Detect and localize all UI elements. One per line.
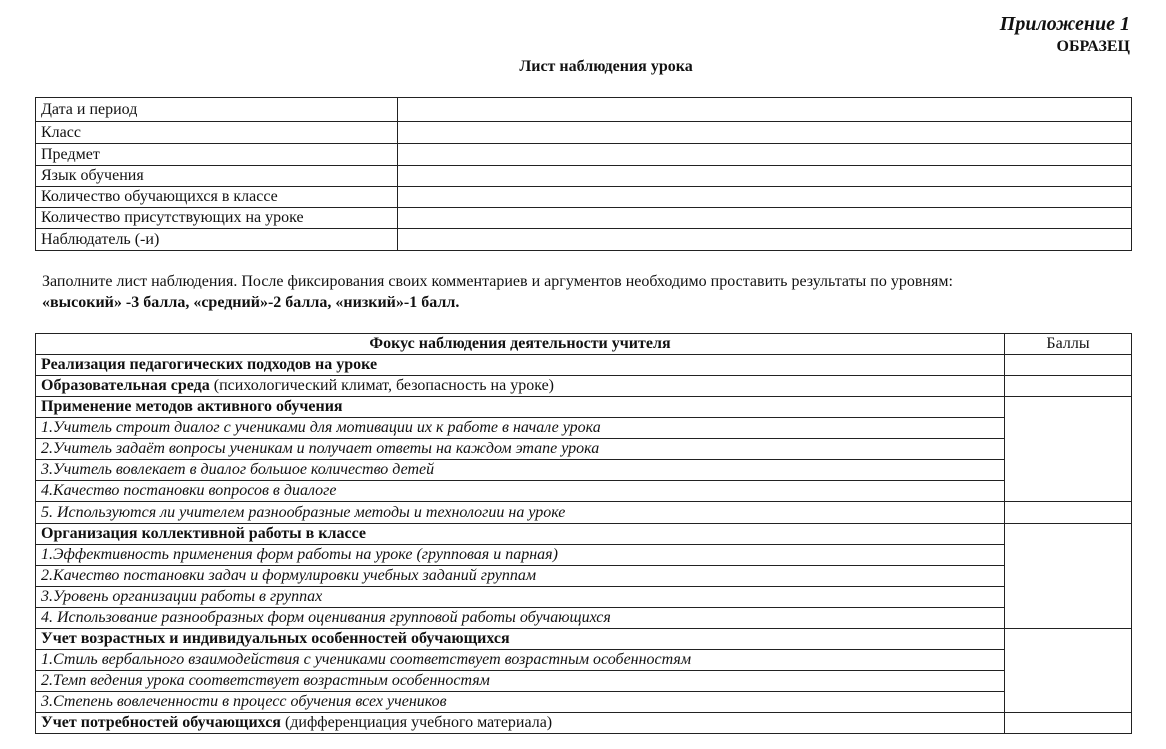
table-row [36,587,1132,608]
instructions [42,271,1132,313]
table-row [36,713,1132,734]
criterion-item: 4. Использование разнообразных форм оценивания групповой работы обучающихся [36,608,1005,629]
info-label: Язык обучения [36,166,398,187]
score-cell[interactable] [1005,524,1132,629]
table-row [36,98,1132,122]
sample-label: ОБРАЗЕЦ [1056,38,1130,55]
table-row [36,481,1132,502]
page-title: Лист наблюдения урока [519,58,693,75]
info-value-field[interactable] [398,208,1132,229]
lesson-info-table [35,97,1132,251]
score-cell[interactable] [1005,502,1132,524]
criterion-item: 2.Учитель задаёт вопросы ученикам и получает ответы на каждом этапе урока [36,439,1005,460]
score-cell[interactable] [1005,629,1132,713]
criterion-heading: Применение методов активного обучения [41,398,343,415]
score-cell[interactable] [1005,355,1132,376]
table-row [36,629,1132,650]
criterion-heading: Реализация педагогических подходов на уроке [41,356,378,373]
info-label: Дата и период [36,98,398,122]
info-value-field[interactable] [398,187,1132,208]
criterion-heading: Учет возрастных и индивидуальных особенностей обучающихся [41,630,510,647]
table-row [36,355,1132,376]
table-row [36,229,1132,251]
criterion-cell [36,629,1005,650]
criterion-cell [36,713,1005,734]
table-row [36,208,1132,229]
criterion-item: 1.Эффективность применения форм работы на уроке (групповая и парная) [36,545,1005,566]
table-row [36,566,1132,587]
table-row [36,439,1132,460]
table-row [36,460,1132,481]
criterion-item: 5. Используются ли учителем разнообразные методы и технологии на уроке [36,502,1005,524]
criterion-heading: Образовательная среда [41,377,210,394]
criterion-cell [36,376,1005,397]
table-row [36,122,1132,144]
table-row [36,692,1132,713]
table-row [36,187,1132,208]
criterion-item: 2.Темп ведения урока соответствует возрастным особенностям [36,671,1005,692]
appendix-label: Приложение 1 [999,13,1130,35]
criterion-item: 1.Учитель строит диалог с учениками для мотивации их к работе в начале урока [36,418,1005,439]
table-row [36,397,1132,418]
criterion-note: (дифференциация учебного материала) [280,714,553,731]
table-row [36,166,1132,187]
table-row [36,502,1132,524]
criterion-item: 3.Степень вовлеченности в процесс обучения всех учеников [36,692,1005,713]
score-cell[interactable] [1005,376,1132,397]
criterion-cell [36,355,1005,376]
table-row [36,650,1132,671]
table-row [36,671,1132,692]
criterion-cell [36,397,1005,418]
instructions-text: Заполните лист наблюдения. После фиксирования своих комментариев и аргументов необходимо проставить результаты по уровням: [42,273,953,290]
table-row [36,608,1132,629]
criterion-item: 1.Стиль вербального взаимодействия с учениками соответствует возрастным особенностям [36,650,1005,671]
info-value-field[interactable] [398,98,1132,122]
table-row [36,418,1132,439]
table-row [36,524,1132,545]
info-value-field[interactable] [398,122,1132,144]
criterion-heading: Учет потребностей обучающихся [41,714,281,731]
criterion-note: (психологический климат, безопасность на уроке) [209,377,555,394]
info-label: Наблюдатель (-и) [36,229,398,251]
table-row [36,144,1132,166]
info-value-field[interactable] [398,144,1132,166]
table-row [36,545,1132,566]
criterion-item: 4.Качество постановки вопросов в диалоге [36,481,1005,502]
info-label: Количество присутствующих на уроке [36,208,398,229]
info-label: Предмет [36,144,398,166]
criterion-heading: Организация коллективной работы в классе [41,525,366,542]
criterion-item: 2.Качество постановки задач и формулировки учебных заданий группам [36,566,1005,587]
info-value-field[interactable] [398,166,1132,187]
criterion-cell [36,524,1005,545]
info-value-field[interactable] [398,229,1132,251]
table-header-row [36,334,1132,355]
info-label: Класс [36,122,398,144]
scores-column-header: Баллы [1005,334,1132,355]
observation-focus-table [35,333,1132,734]
scoring-levels: «высокий» -3 балла, «средний»-2 балла, «низкий»-1 балл. [42,294,460,311]
criterion-item: 3.Уровень организации работы в группах [36,587,1005,608]
score-cell[interactable] [1005,397,1132,502]
score-cell[interactable] [1005,713,1132,734]
criterion-item: 3.Учитель вовлекает в диалог большое количество детей [36,460,1005,481]
info-label: Количество обучающихся в классе [36,187,398,208]
focus-column-header: Фокус наблюдения деятельности учителя [36,334,1005,355]
table-row [36,376,1132,397]
